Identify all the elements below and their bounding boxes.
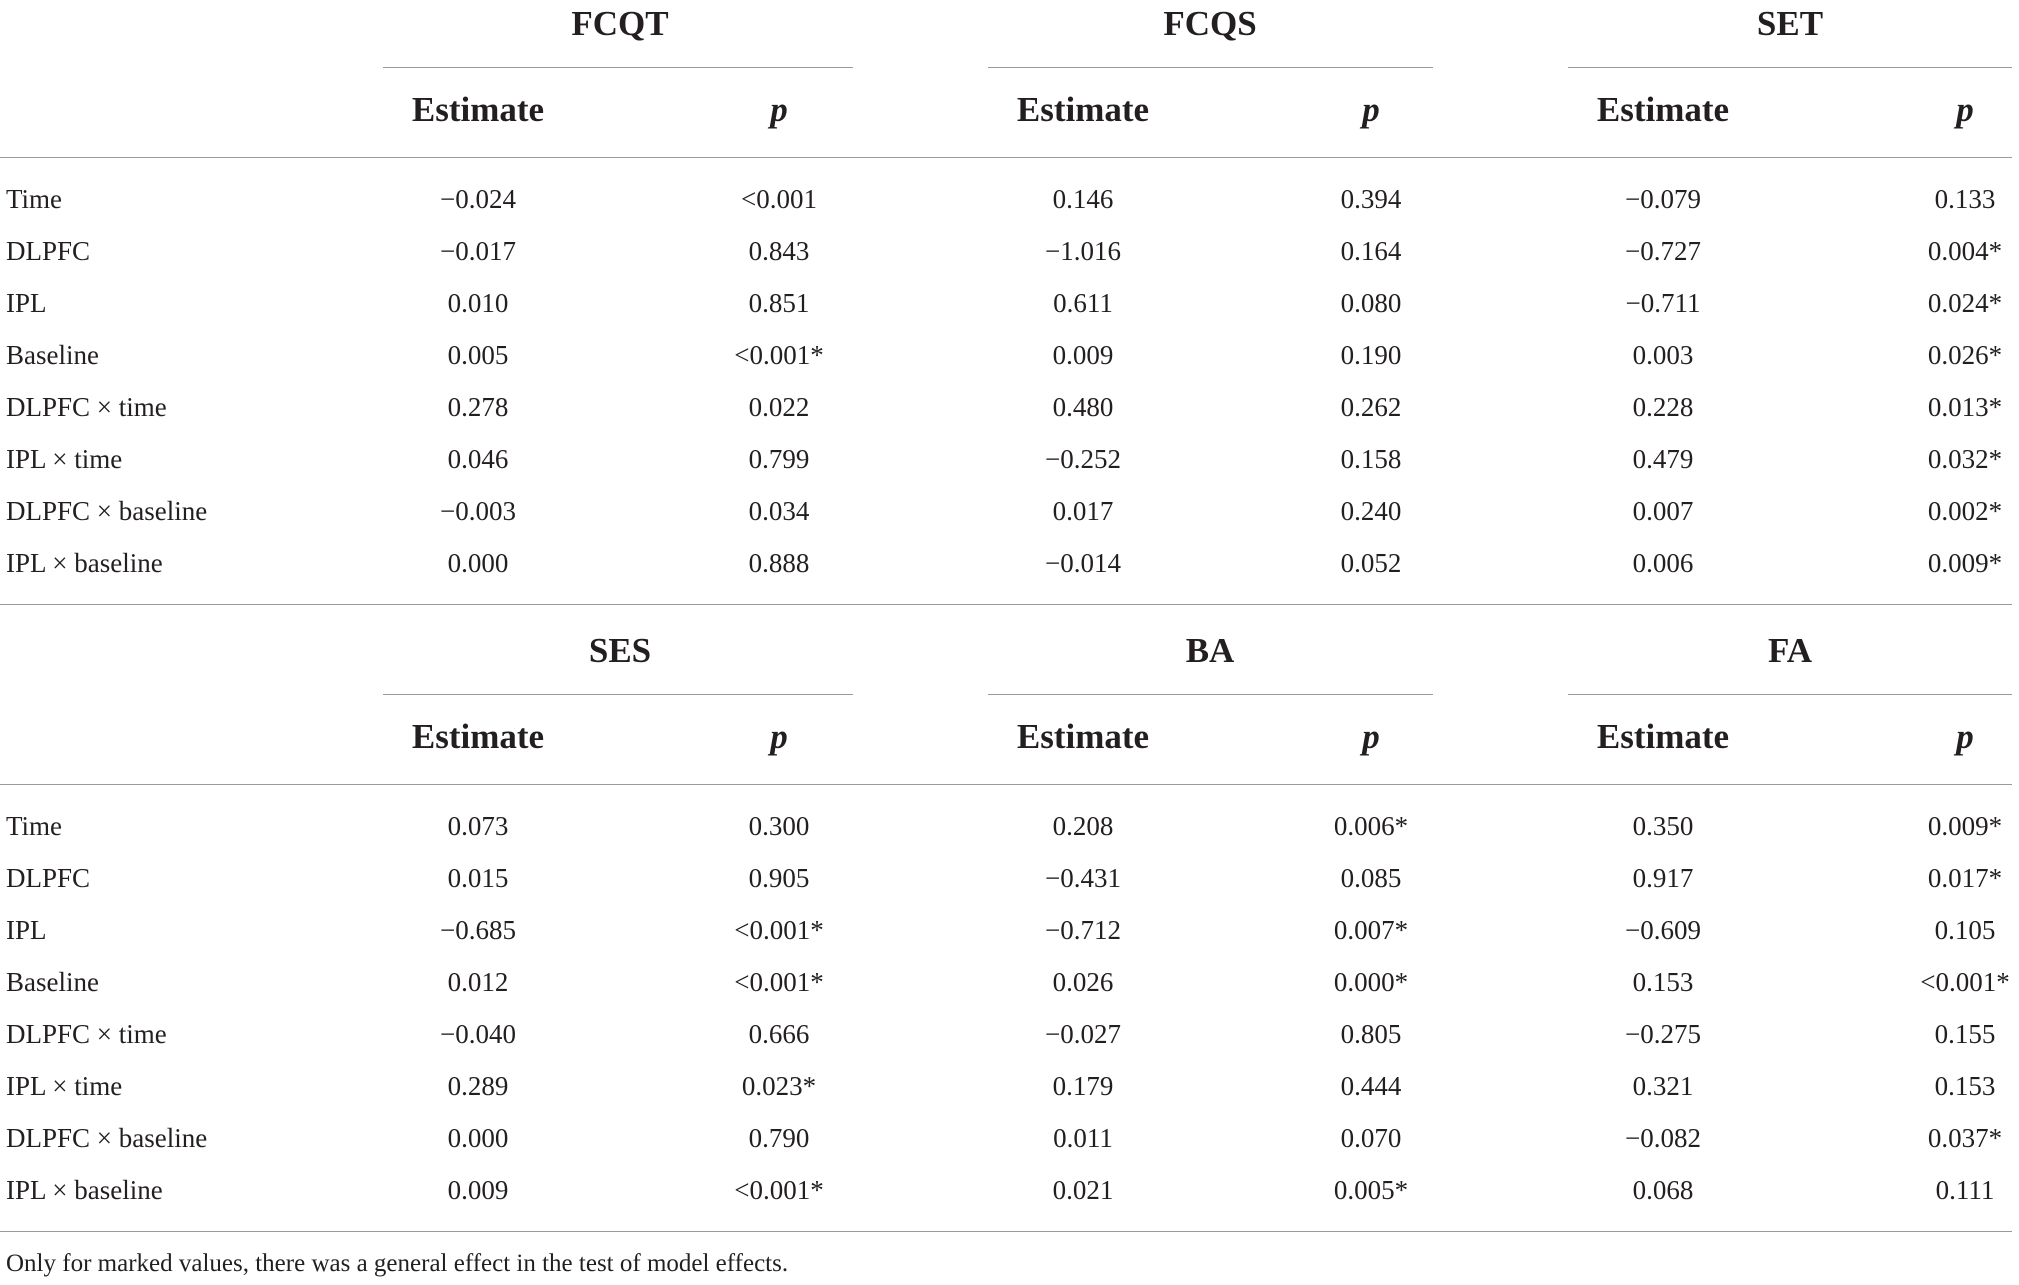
row-label: IPL × time xyxy=(6,1071,123,1101)
estimate-cell: −0.017 xyxy=(440,236,516,266)
p-value-cell: <0.001* xyxy=(734,1175,824,1205)
estimate-cell: −0.082 xyxy=(1625,1123,1701,1153)
p-value-header: p xyxy=(770,90,788,129)
p-value-cell: 0.004* xyxy=(1927,236,2003,266)
estimate-cell: 0.007 xyxy=(1632,496,1694,526)
estimate-header: Estimate xyxy=(1596,90,1730,129)
group-underline xyxy=(383,67,853,68)
p-value-cell: 0.023* xyxy=(741,1071,817,1101)
p-value-cell: 0.133 xyxy=(1934,184,1996,214)
estimate-cell: 0.021 xyxy=(1052,1175,1114,1205)
estimate-cell: −0.252 xyxy=(1045,444,1121,474)
p-value-cell: 0.790 xyxy=(748,1123,810,1153)
p-value-cell: 0.190 xyxy=(1340,340,1402,370)
row-label: DLPFC xyxy=(6,863,91,893)
row-label: Time xyxy=(6,184,63,214)
row-label: DLPFC × time xyxy=(6,1019,167,1049)
p-value-cell: 0.444 xyxy=(1340,1071,1402,1101)
estimate-cell: 0.011 xyxy=(1053,1123,1113,1153)
estimate-cell: −0.079 xyxy=(1625,184,1701,214)
p-value-cell: 0.022 xyxy=(748,392,810,422)
row-label: IPL × baseline xyxy=(6,1175,163,1205)
estimate-cell: 0.000 xyxy=(447,548,509,578)
estimate-cell: −0.275 xyxy=(1625,1019,1701,1049)
estimate-cell: 0.006 xyxy=(1632,548,1694,578)
row-label: IPL × time xyxy=(6,444,123,474)
group-title-fa: FA xyxy=(1767,631,1813,670)
p-value-cell: 0.024* xyxy=(1927,288,2003,318)
estimate-cell: −0.712 xyxy=(1045,915,1121,945)
p-value-cell: 0.032* xyxy=(1927,444,2003,474)
estimate-cell: 0.009 xyxy=(447,1175,509,1205)
row-label: Time xyxy=(6,811,63,841)
row-label: Baseline xyxy=(6,967,99,997)
row-label: DLPFC xyxy=(6,236,91,266)
estimate-header: Estimate xyxy=(1596,717,1730,756)
p-value-cell: 0.262 xyxy=(1340,392,1402,422)
p-value-cell: 0.026* xyxy=(1927,340,2003,370)
p-value-cell: 0.843 xyxy=(748,236,810,266)
p-value-cell: 0.888 xyxy=(748,548,810,578)
p-value-header: p xyxy=(770,717,788,756)
p-value-cell: <0.001* xyxy=(734,915,824,945)
estimate-cell: 0.000 xyxy=(447,1123,509,1153)
estimate-cell: −0.711 xyxy=(1625,288,1701,318)
estimate-cell: 0.046 xyxy=(447,444,509,474)
estimate-cell: 0.278 xyxy=(447,392,509,422)
estimate-header: Estimate xyxy=(411,717,545,756)
p-value-cell: 0.000* xyxy=(1333,967,1409,997)
p-value-cell: 0.034 xyxy=(748,496,810,526)
estimate-header: Estimate xyxy=(411,90,545,129)
estimate-cell: 0.208 xyxy=(1052,811,1114,841)
estimate-cell: −0.014 xyxy=(1045,548,1121,578)
row-label: DLPFC × time xyxy=(6,392,167,422)
p-value-cell: 0.394 xyxy=(1340,184,1402,214)
estimate-cell: 0.017 xyxy=(1052,496,1114,526)
estimate-cell: 0.479 xyxy=(1632,444,1694,474)
row-label: DLPFC × baseline xyxy=(6,1123,208,1153)
estimate-cell: 0.009 xyxy=(1052,340,1114,370)
p-value-cell: 0.002* xyxy=(1927,496,2003,526)
estimate-cell: 0.179 xyxy=(1052,1071,1114,1101)
p-value-cell: 0.009* xyxy=(1927,548,2003,578)
p-value-cell: 0.158 xyxy=(1340,444,1402,474)
table-footnote: Only for marked values, there was a general effect in the test of model effects. xyxy=(6,1250,789,1277)
p-value-cell: 0.007* xyxy=(1333,915,1409,945)
group-underline xyxy=(988,694,1433,695)
estimate-cell: 0.003 xyxy=(1632,340,1694,370)
p-value-cell: 0.905 xyxy=(748,863,810,893)
estimate-cell: 0.010 xyxy=(447,288,509,318)
p-value-header: p xyxy=(1956,717,1974,756)
group-underline xyxy=(988,67,1433,68)
estimate-cell: 0.005 xyxy=(447,340,509,370)
p-value-cell: 0.009* xyxy=(1927,811,2003,841)
estimate-cell: −0.040 xyxy=(440,1019,516,1049)
estimate-header: Estimate xyxy=(1016,90,1150,129)
group-title-fcqt: FCQT xyxy=(571,4,669,43)
estimate-cell: −0.431 xyxy=(1045,863,1121,893)
group-underline xyxy=(383,694,853,695)
estimate-cell: 0.073 xyxy=(447,811,509,841)
estimate-cell: 0.026 xyxy=(1052,967,1114,997)
row-label: DLPFC × baseline xyxy=(6,496,208,526)
estimate-cell: 0.146 xyxy=(1052,184,1114,214)
p-value-cell: 0.070 xyxy=(1340,1123,1402,1153)
p-value-cell: 0.017* xyxy=(1927,863,2003,893)
estimate-cell: 0.611 xyxy=(1053,288,1113,318)
estimate-cell: −0.685 xyxy=(440,915,516,945)
estimate-cell: 0.321 xyxy=(1632,1071,1694,1101)
p-value-header: p xyxy=(1956,90,1974,129)
block-end-rule xyxy=(0,1231,2012,1232)
p-value-cell: 0.153 xyxy=(1934,1071,1996,1101)
p-value-cell: <0.001 xyxy=(741,184,817,214)
estimate-cell: 0.228 xyxy=(1632,392,1694,422)
p-value-cell: 0.851 xyxy=(748,288,810,318)
group-underline xyxy=(1568,67,2012,68)
p-value-cell: 0.085 xyxy=(1340,863,1402,893)
estimate-cell: 0.289 xyxy=(447,1071,509,1101)
row-label: IPL xyxy=(6,288,47,318)
p-value-cell: <0.001* xyxy=(734,340,824,370)
estimate-cell: −0.609 xyxy=(1625,915,1701,945)
estimate-cell: −0.024 xyxy=(440,184,516,214)
row-label: Baseline xyxy=(6,340,99,370)
block-end-rule xyxy=(0,604,2012,605)
group-title-ba: BA xyxy=(1185,631,1235,670)
estimate-cell: 0.350 xyxy=(1632,811,1694,841)
p-value-cell: 0.052 xyxy=(1340,548,1402,578)
p-value-header: p xyxy=(1362,717,1380,756)
estimate-cell: −0.027 xyxy=(1045,1019,1121,1049)
p-value-cell: 0.666 xyxy=(748,1019,810,1049)
estimate-cell: 0.153 xyxy=(1632,967,1694,997)
p-value-header: p xyxy=(1362,90,1380,129)
row-label: IPL × baseline xyxy=(6,548,163,578)
group-title-ses: SES xyxy=(588,631,652,670)
p-value-cell: <0.001* xyxy=(734,967,824,997)
p-value-cell: 0.080 xyxy=(1340,288,1402,318)
estimate-cell: −0.003 xyxy=(440,496,516,526)
header-rule xyxy=(0,157,2012,158)
estimate-cell: 0.480 xyxy=(1052,392,1114,422)
p-value-cell: 0.240 xyxy=(1340,496,1402,526)
group-underline xyxy=(1568,694,2012,695)
estimate-cell: −1.016 xyxy=(1045,236,1121,266)
p-value-cell: 0.300 xyxy=(748,811,810,841)
estimate-cell: 0.068 xyxy=(1632,1175,1694,1205)
p-value-cell: 0.006* xyxy=(1333,811,1409,841)
p-value-cell: 0.164 xyxy=(1340,236,1402,266)
p-value-cell: 0.805 xyxy=(1340,1019,1402,1049)
p-value-cell: <0.001* xyxy=(1920,967,2010,997)
p-value-cell: 0.105 xyxy=(1934,915,1996,945)
p-value-cell: 0.037* xyxy=(1927,1123,2003,1153)
p-value-cell: 0.013* xyxy=(1927,392,2003,422)
estimate-cell: 0.917 xyxy=(1632,863,1694,893)
estimate-cell: −0.727 xyxy=(1625,236,1701,266)
estimate-header: Estimate xyxy=(1016,717,1150,756)
p-value-cell: 0.005* xyxy=(1333,1175,1409,1205)
row-label: IPL xyxy=(6,915,47,945)
p-value-cell: 0.155 xyxy=(1934,1019,1996,1049)
p-value-cell: 0.111 xyxy=(1935,1175,1995,1205)
header-rule xyxy=(0,784,2012,785)
estimate-cell: 0.015 xyxy=(447,863,509,893)
p-value-cell: 0.799 xyxy=(748,444,810,474)
estimate-cell: 0.012 xyxy=(447,967,509,997)
group-title-fcqs: FCQS xyxy=(1163,4,1257,43)
group-title-set: SET xyxy=(1756,4,1824,43)
